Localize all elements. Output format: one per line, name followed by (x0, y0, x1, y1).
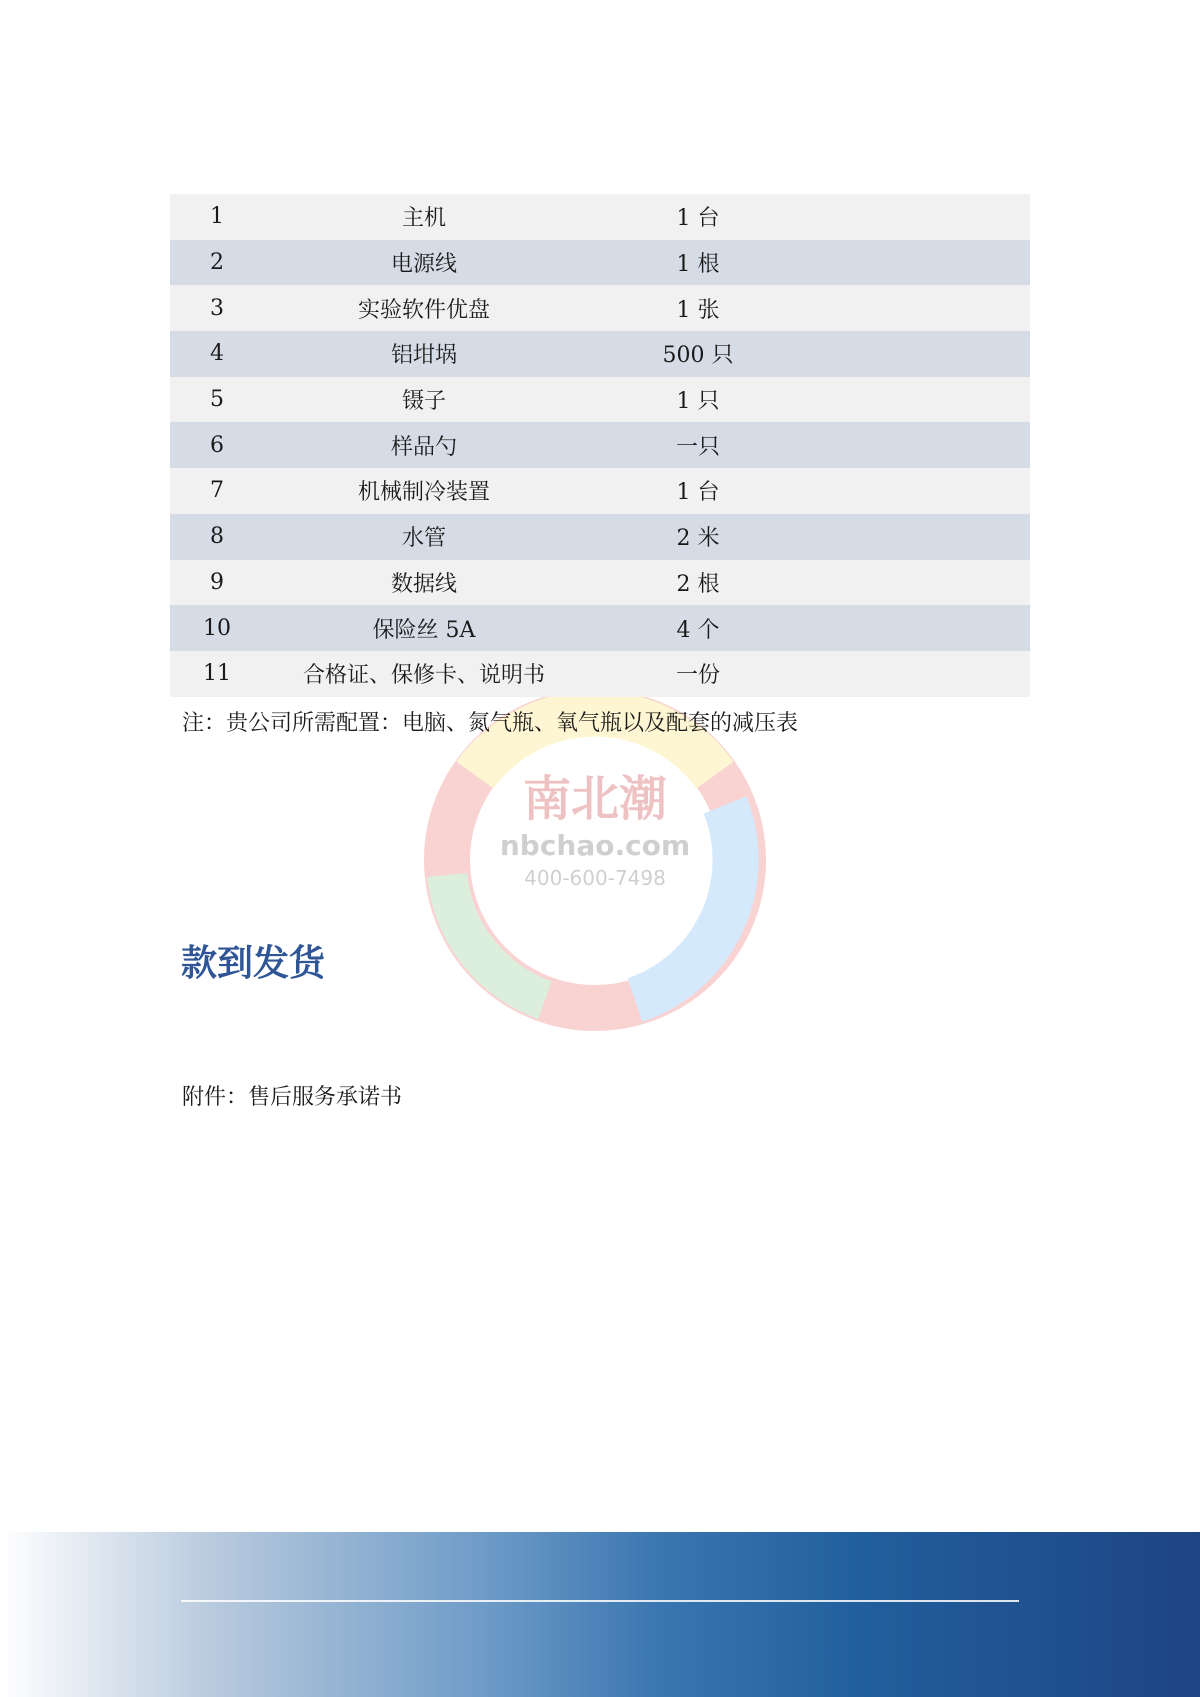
item-name: 铝坩埚 (264, 331, 584, 377)
table-row (170, 651, 1030, 697)
table-row (170, 377, 1030, 423)
row-number: 11 (170, 651, 264, 697)
item-quantity: 1 只 (584, 377, 812, 423)
item-quantity: 500 只 (584, 331, 812, 377)
empty-cell (812, 560, 1030, 606)
item-quantity: 1 台 (584, 468, 812, 514)
row-number: 10 (170, 605, 264, 651)
row-number: 4 (170, 331, 264, 377)
table-row (170, 194, 1030, 240)
item-name: 镊子 (264, 377, 584, 423)
footer-band (0, 1532, 1200, 1697)
table-row (170, 605, 1030, 651)
row-number: 5 (170, 377, 264, 423)
empty-cell (812, 331, 1030, 377)
item-quantity: 1 根 (584, 240, 812, 286)
packing-list-table (170, 194, 1030, 697)
attachment-line: 附件：售后服务承诺书 (182, 1085, 403, 1110)
table-row (170, 560, 1030, 606)
table-row (170, 422, 1030, 468)
empty-cell (812, 468, 1030, 514)
item-quantity: 2 根 (584, 560, 812, 606)
configuration-note: 注：贵公司所需配置：电脑、氮气瓶、氧气瓶以及配套的减压表 (182, 711, 799, 736)
watermark-domain: nbchao.com (499, 829, 691, 862)
item-name: 样品勺 (264, 422, 584, 468)
table-row (170, 468, 1030, 514)
table-row (170, 331, 1030, 377)
empty-cell (812, 605, 1030, 651)
item-name: 主机 (264, 194, 584, 240)
section-heading: 款到发货 (181, 943, 326, 984)
row-number: 6 (170, 422, 264, 468)
row-number: 7 (170, 468, 264, 514)
empty-cell (812, 651, 1030, 697)
item-quantity: 1 台 (584, 194, 812, 240)
item-name: 保险丝 5A (264, 605, 584, 651)
empty-cell (812, 194, 1030, 240)
row-number: 9 (170, 560, 264, 606)
item-quantity: 2 米 (584, 514, 812, 560)
table-row (170, 514, 1030, 560)
item-quantity: 一份 (584, 651, 812, 697)
item-quantity: 一只 (584, 422, 812, 468)
empty-cell (812, 422, 1030, 468)
row-number: 3 (170, 285, 264, 331)
packing-list-rows (170, 194, 1030, 697)
watermark-phone: 400-600-7498 (524, 866, 666, 890)
item-name: 水管 (264, 514, 584, 560)
empty-cell (812, 285, 1030, 331)
table-row (170, 240, 1030, 286)
item-quantity: 4 个 (584, 605, 812, 651)
item-name: 电源线 (264, 240, 584, 286)
item-quantity: 1 张 (584, 285, 812, 331)
footer-divider (181, 1600, 1019, 1602)
row-number: 1 (170, 194, 264, 240)
row-number: 2 (170, 240, 264, 286)
item-name: 机械制冷装置 (264, 468, 584, 514)
item-name: 合格证、保修卡、说明书 (264, 651, 584, 697)
item-name: 实验软件优盘 (264, 285, 584, 331)
watermark-brand-cn: 南北潮 (522, 771, 668, 827)
item-name: 数据线 (264, 560, 584, 606)
row-number: 8 (170, 514, 264, 560)
table-row (170, 285, 1030, 331)
empty-cell (812, 240, 1030, 286)
empty-cell (812, 514, 1030, 560)
empty-cell (812, 377, 1030, 423)
